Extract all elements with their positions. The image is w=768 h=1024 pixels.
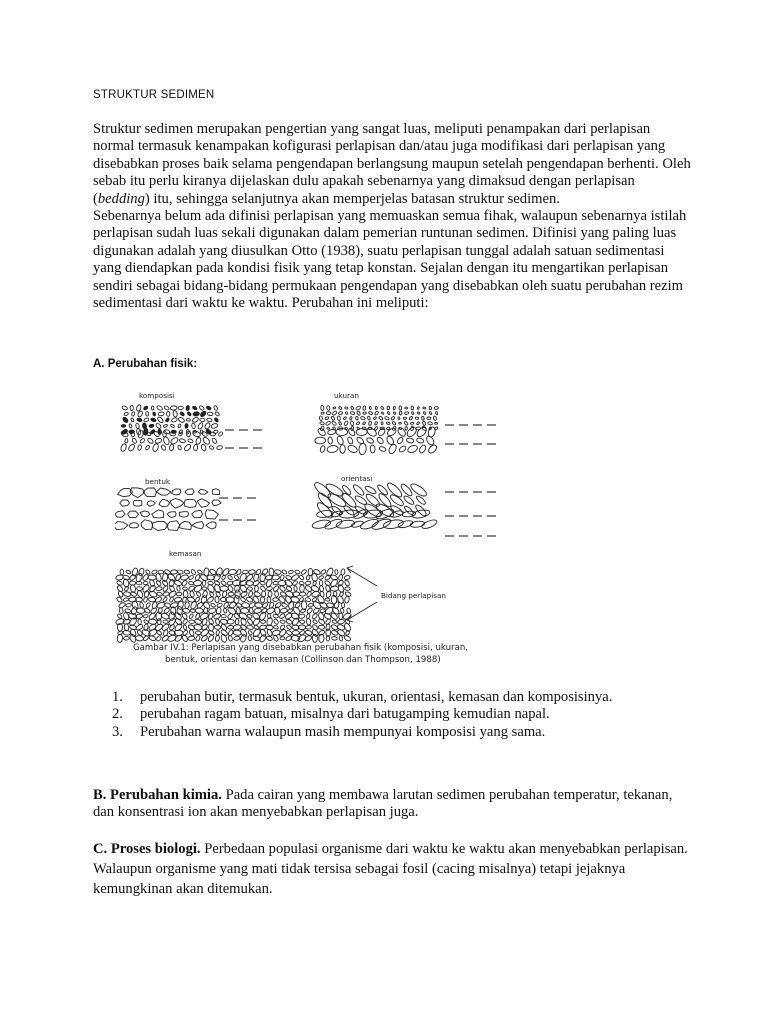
label-bidang-perlapisan: Bidang perlapisan bbox=[381, 591, 446, 600]
physical-changes-list bbox=[112, 689, 612, 741]
grain bbox=[185, 423, 189, 428]
section-c bbox=[93, 839, 693, 899]
figure-iv1 bbox=[115, 388, 555, 670]
grain bbox=[186, 405, 190, 410]
list-item bbox=[112, 724, 612, 741]
document-title: STRUKTUR SEDIMEN bbox=[93, 89, 215, 101]
intro-section bbox=[93, 121, 693, 312]
intro-p1-text-end: ) itu, sehingga selanjutnya akan memperjelas batasan struktur sedimen. bbox=[144, 190, 560, 207]
section-b-text: Pada cairan yang membawa larutan sedimen perubahan temperatur, tekanan, dan konsentrasi ion akan menyebabkan perlapisan juga. bbox=[93, 787, 673, 821]
list-number: 2. bbox=[112, 706, 123, 723]
label-ukuran: ukuran bbox=[334, 391, 359, 400]
section-a-heading: A. Perubahan fisik: bbox=[93, 358, 198, 370]
section-c-heading: C. Proses biologi. bbox=[93, 841, 201, 857]
section-b bbox=[93, 787, 693, 822]
intro-p1-text: Struktur sedimen merupakan pengertian yang sangat luas, meliputi penampakan dari perlapisan normal termasuk kenampakan kofigurasi perlapisan dan/atau juga modifikasi dari perlapisan yang disebabkan proses baik selama pengendapan berlangsung maupun setelah pengendapan berhenti. Oleh sebab itu perlu kiranya dijelaskan dulu apakah sebenarnya yang dimaksud dengan perlapisan ( bbox=[93, 121, 691, 207]
grain bbox=[193, 412, 200, 417]
grain bbox=[121, 425, 125, 428]
sediment-layers-diagram bbox=[115, 388, 555, 670]
figure-caption-line-1: Gambar IV.1: Perlapisan yang disebabkan perubahan fisik (komposisi, ukuran, bbox=[133, 643, 469, 653]
intro-paragraph-1 bbox=[93, 121, 693, 208]
intro-paragraph-2: Sebenarnya belum ada difinisi perlapisan yang memuaskan semua fihak, walaupun sebenarnya istilah perlapisan sudah luas sekali digunakan dalam pemerian runtunan sedimen. Difinisi yang paling luas digunakan adalah yang diusulkan Otto (1938), suatu perlapisan tunggal adalah satuan sedimentasi yang diendapkan pada kondisi fisik yang tetap konstan. Sejalan dengan itu mengartikan perlapisan sendiri sebagai bidang-bidang permukaan pengendapan yang disebabkan oleh suatu perubahan rezim sedimentasi dari waktu ke waktu. Perubahan ini meliputi: bbox=[93, 208, 687, 312]
list-text: perubahan ragam batuan, misalnya dari batugamping kemudian napal. bbox=[140, 706, 550, 723]
section-b-heading: B. Perubahan kimia. bbox=[93, 787, 222, 803]
label-bentuk: bentuk bbox=[145, 477, 171, 486]
list-item bbox=[112, 689, 612, 706]
label-kemasan: kemasan bbox=[169, 549, 202, 558]
list-text: Perubahan warna walaupun masih mempunyai komposisi yang sama. bbox=[140, 723, 546, 740]
list-number: 1. bbox=[112, 689, 123, 705]
section-c-text: Perbedaan populasi organisme dari waktu ke waktu akan menyebabkan perlapisan. Walaupun organisme yang mati tidak tersisa sebagai fosil (cacing misalnya) tetapi jejaknya kemungkinan akan ditemukan. bbox=[93, 841, 688, 897]
label-komposisi: komposisi bbox=[139, 391, 175, 400]
figure-caption-line-2: bentuk, orientasi dan kemasan (Collinson dan Thompson, 1988) bbox=[165, 655, 441, 665]
grain bbox=[158, 429, 162, 435]
list-item bbox=[112, 706, 612, 723]
label-orientasi: orientasi bbox=[341, 474, 373, 483]
list-number: 3. bbox=[112, 723, 123, 740]
list-text: perubahan butir, termasuk bentuk, ukuran, orientasi, kemasan dan komposisinya. bbox=[140, 689, 613, 705]
bedding-term: bedding bbox=[97, 190, 145, 207]
